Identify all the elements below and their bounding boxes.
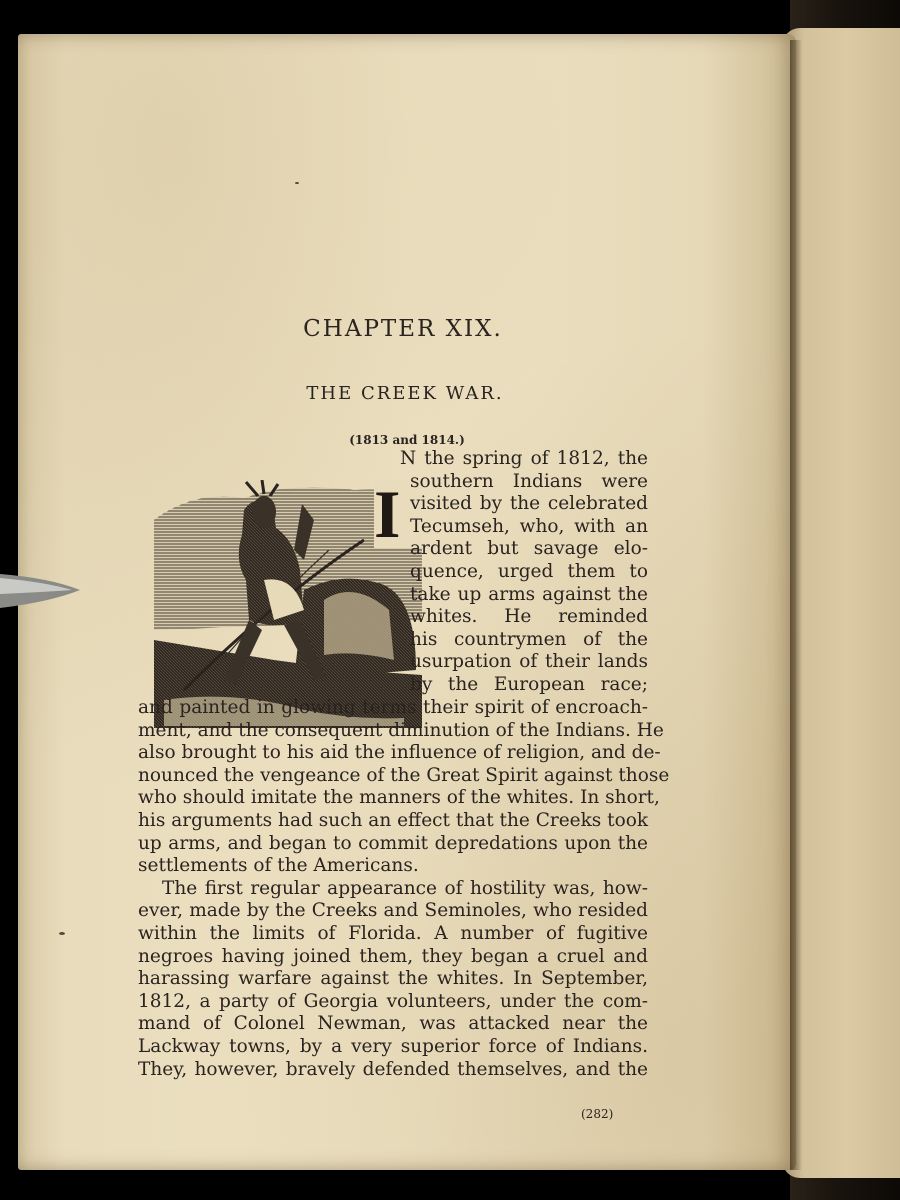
- text-line: visited by the celebrated: [410, 493, 648, 515]
- text-line: and painted in glowing terms their spirit of encroach-: [138, 697, 648, 718]
- text-line: also brought to his aid the influence of religion, and de-: [138, 742, 661, 764]
- gutter-shadow: [790, 40, 802, 1170]
- text-line: his arguments had such an effect that the Creeks took: [138, 810, 649, 831]
- text-line: ment, and the consequent diminution of the Indians. He: [138, 719, 664, 741]
- text-line: Tecumseh, who, with an: [410, 515, 648, 537]
- text-line: ever, made by the Creeks and Seminoles, who resided: [138, 900, 648, 922]
- text-line: within the limits of Florida. A number of fugitive: [138, 923, 648, 944]
- paper-fleck: [59, 932, 65, 935]
- text-line: N the spring of 1812, the: [400, 448, 648, 469]
- page-pointer-tool: [0, 568, 82, 612]
- text-line: usurpation of their lands: [410, 651, 648, 673]
- chapter-title: CHAPTER XIX.: [303, 316, 503, 342]
- text-line: Lackway towns, by a very superior force of Indians.: [138, 1036, 648, 1057]
- text-line: They, however, bravely defended themselves, and the: [138, 1058, 648, 1080]
- page-number: (282): [581, 1107, 614, 1121]
- paper-fleck: [295, 182, 299, 184]
- text-line: whites. He reminded: [410, 606, 648, 628]
- text-line: southern Indians were: [410, 470, 648, 492]
- text-line: 1812, a party of Georgia volunteers, under the com-: [138, 990, 648, 1012]
- text-line: settlements of the Americans.: [138, 855, 419, 877]
- text-line: take up arms against the: [410, 583, 648, 605]
- book-page: [18, 34, 796, 1170]
- drop-cap-letter: I: [374, 480, 422, 548]
- text-line: up arms, and began to commit depredations upon the: [138, 832, 648, 854]
- text-line: negroes having joined them, they began a cruel and: [138, 945, 648, 967]
- text-line: quence, urged them to: [410, 561, 648, 582]
- text-line: harassing warfare against the whites. In September,: [138, 968, 648, 990]
- text-line: mand of Colonel Newman, was attacked near the: [138, 1013, 648, 1035]
- text-line: The first regular appearance of hostility was, how-: [162, 877, 648, 899]
- chapter-dates: (1813 and 1814.): [349, 433, 465, 447]
- text-line: by the European race;: [410, 674, 648, 695]
- text-line: ardent but savage elo-: [410, 538, 648, 560]
- text-line: who should imitate the manners of the whites. In short,: [138, 787, 660, 809]
- section-title: THE CREEK WAR.: [306, 383, 504, 404]
- text-line: his countrymen of the: [410, 628, 648, 650]
- text-line: nounced the vengeance of the Great Spirit against those: [138, 764, 670, 786]
